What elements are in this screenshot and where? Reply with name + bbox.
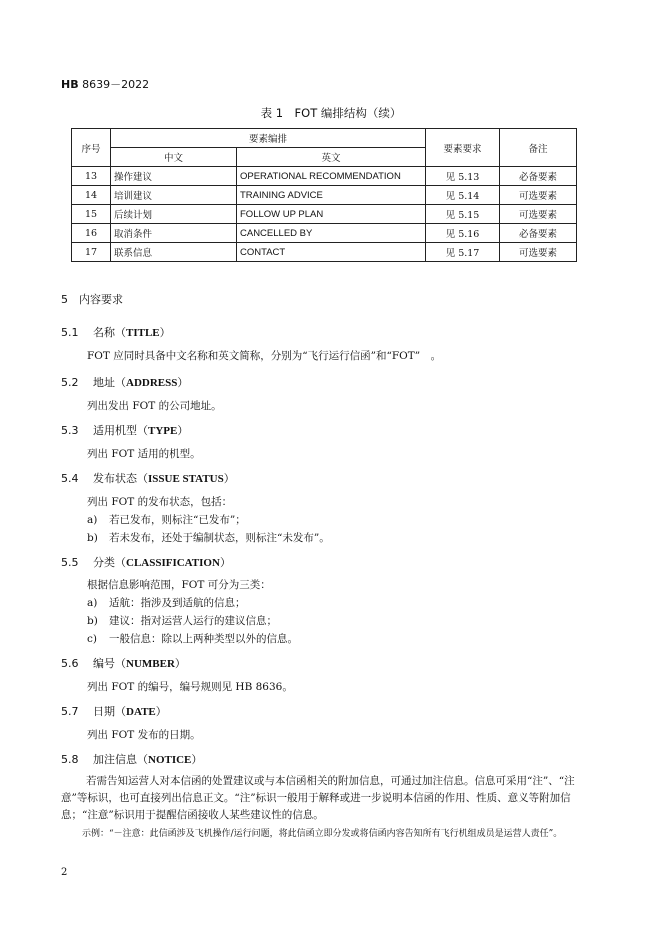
row-requirement: 见 5.15 <box>426 205 500 224</box>
row-english: FOLLOW UP PLAN <box>237 205 426 224</box>
subsection-title-close: ） <box>177 424 189 437</box>
subsection-5-6-heading <box>61 655 186 671</box>
row-no: 15 <box>72 205 111 224</box>
subsection-number: 5.2 <box>61 376 79 389</box>
row-english: CONTACT <box>237 243 426 262</box>
row-english: TRAINING ADVICE <box>237 186 426 205</box>
subsection-5-5-heading <box>61 554 231 570</box>
subsection-title-close: ） <box>177 376 189 389</box>
header-seq: 序号 <box>72 129 111 167</box>
subsection-title-cn: 发布状态（ <box>93 472 148 485</box>
row-note: 可选要素 <box>500 186 577 205</box>
header-english: 英文 <box>237 148 426 167</box>
subsection-number: 5.5 <box>61 556 79 569</box>
list-marker: c) <box>87 633 97 645</box>
subsection-title-cn: 日期（ <box>93 705 126 718</box>
subsection-title-en: TITLE <box>126 327 160 339</box>
row-requirement: 见 5.14 <box>426 186 500 205</box>
list-text: 建议：指对运营人运行的建议信息； <box>109 615 277 627</box>
row-no: 17 <box>72 243 111 262</box>
subsection-title-cn: 分类（ <box>93 556 126 569</box>
list-marker: b) <box>87 615 98 627</box>
subsection-5-7-body: 列出 FOT 发布的日期。 <box>87 729 201 741</box>
table-row <box>72 205 577 224</box>
subsection-title-en: NUMBER <box>126 658 175 670</box>
list-item <box>87 595 246 610</box>
list-marker: b) <box>87 532 98 544</box>
subsection-title-en: ADDRESS <box>126 377 178 389</box>
table-row <box>72 186 577 205</box>
section-5-heading <box>61 291 123 307</box>
list-text: 适航：指涉及到适航的信息； <box>109 597 246 609</box>
row-requirement: 见 5.17 <box>426 243 500 262</box>
subsection-title-cn: 适用机型（ <box>93 424 148 437</box>
row-chinese: 培训建议 <box>111 186 237 205</box>
subsection-number: 5.3 <box>61 424 79 437</box>
standard-code: 8639－2022 <box>82 78 150 91</box>
subsection-title-close: ） <box>159 326 171 339</box>
table-row <box>72 167 577 186</box>
list-marker: a) <box>87 514 98 526</box>
subsection-5-5-body: 根据信息影响范围，FOT 可分为三类： <box>87 579 271 591</box>
subsection-number: 5.7 <box>61 705 79 718</box>
subsection-title-close: ） <box>155 705 167 718</box>
subsection-title-close: ） <box>223 472 235 485</box>
subsection-title-cn: 编号（ <box>93 657 126 670</box>
subsection-number: 5.1 <box>61 326 79 339</box>
subsection-title-close: ） <box>219 556 231 569</box>
subsection-title-cn: 地址（ <box>93 376 126 389</box>
row-chinese: 取消条件 <box>111 224 237 243</box>
table-caption: 表 1 FOT 编排结构（续） <box>260 106 402 120</box>
subsection-5-4-body: 列出 FOT 的发布状态，包括： <box>87 496 233 508</box>
header-chinese: 中文 <box>111 148 237 167</box>
subsection-5-4-heading <box>61 470 235 486</box>
subsection-title-cn: 名称（ <box>93 326 126 339</box>
list-item <box>87 512 246 527</box>
subsection-5-8-body: 若需告知运营人对本信函的处置建议或与本信函相关的附加信息，可通过加注信息。信息可采用“注”、“注意”等标识，也可直接列出信息正文。“注”标识一般用于解释或进一步说明本信函的作用、性质、意义等附加信息；“注意”标识用于提醒信函接收人某些建议性的信息。 <box>61 775 575 821</box>
table-row <box>72 243 577 262</box>
row-no: 14 <box>72 186 111 205</box>
subsection-title-cn: 加注信息（ <box>93 753 148 766</box>
subsection-5-3-heading <box>61 422 188 438</box>
subsection-5-7-heading <box>61 703 167 719</box>
section-number: 5 <box>61 293 68 306</box>
row-english: OPERATIONAL RECOMMENDATION <box>237 167 426 186</box>
subsection-5-1-heading <box>61 324 171 340</box>
list-item <box>87 530 330 545</box>
row-note: 必备要素 <box>500 224 577 243</box>
subsection-5-1-body: FOT 应同时具备中文名称和英文简称，分别为“飞行运行信函”和“FOT” 。 <box>87 350 442 362</box>
subsection-title-en: NOTICE <box>148 754 192 766</box>
subsection-title-en: ISSUE STATUS <box>148 473 224 485</box>
row-note: 必备要素 <box>500 167 577 186</box>
subsection-title-en: TYPE <box>148 425 178 437</box>
row-chinese: 后续计划 <box>111 205 237 224</box>
subsection-title-en: DATE <box>126 706 156 718</box>
page-number: 2 <box>61 867 68 878</box>
subsection-5-2-body: 列出发出 FOT 的公司地址。 <box>87 400 222 412</box>
subsection-title-close: ） <box>174 657 186 670</box>
table-row <box>72 224 577 243</box>
subsection-title-en: CLASSIFICATION <box>126 557 220 569</box>
row-chinese: 联系信息 <box>111 243 237 262</box>
row-no: 16 <box>72 224 111 243</box>
example-note: 示例：“－注意：此信函涉及飞机操作/运行问题，将此信函立即分发或将信函内容告知所有飞行机组成员是运营人责任”。 <box>82 829 563 839</box>
row-note: 可选要素 <box>500 243 577 262</box>
list-text: 若未发布，还处于编制状态，则标注“未发布”。 <box>109 532 330 544</box>
list-item <box>87 613 277 628</box>
subsection-5-6-body: 列出 FOT 的编号，编号规则见 HB 8636。 <box>87 681 293 693</box>
subsection-5-3-body: 列出 FOT 适用的机型。 <box>87 448 201 460</box>
row-note: 可选要素 <box>500 205 577 224</box>
row-requirement: 见 5.16 <box>426 224 500 243</box>
subsection-5-8-heading <box>61 751 202 767</box>
standard-number <box>61 76 149 92</box>
list-item <box>87 631 298 646</box>
row-requirement: 见 5.13 <box>426 167 500 186</box>
list-text: 若已发布，则标注“已发布”； <box>109 514 246 526</box>
subsection-number: 5.4 <box>61 472 79 485</box>
section-title: 内容要求 <box>79 293 123 306</box>
header-note: 备注 <box>500 129 577 167</box>
header-element: 要素编排 <box>111 129 426 148</box>
header-requirement: 要素要求 <box>426 129 500 167</box>
subsection-number: 5.8 <box>61 753 79 766</box>
row-no: 13 <box>72 167 111 186</box>
list-marker: a) <box>87 597 98 609</box>
subsection-5-2-heading <box>61 374 188 390</box>
standard-prefix: HB <box>61 78 79 91</box>
list-text: 一般信息：除以上两种类型以外的信息。 <box>109 633 298 645</box>
subsection-title-close: ） <box>191 753 203 766</box>
row-chinese: 操作建议 <box>111 167 237 186</box>
subsection-number: 5.6 <box>61 657 79 670</box>
structure-table <box>71 128 577 262</box>
row-english: CANCELLED BY <box>237 224 426 243</box>
